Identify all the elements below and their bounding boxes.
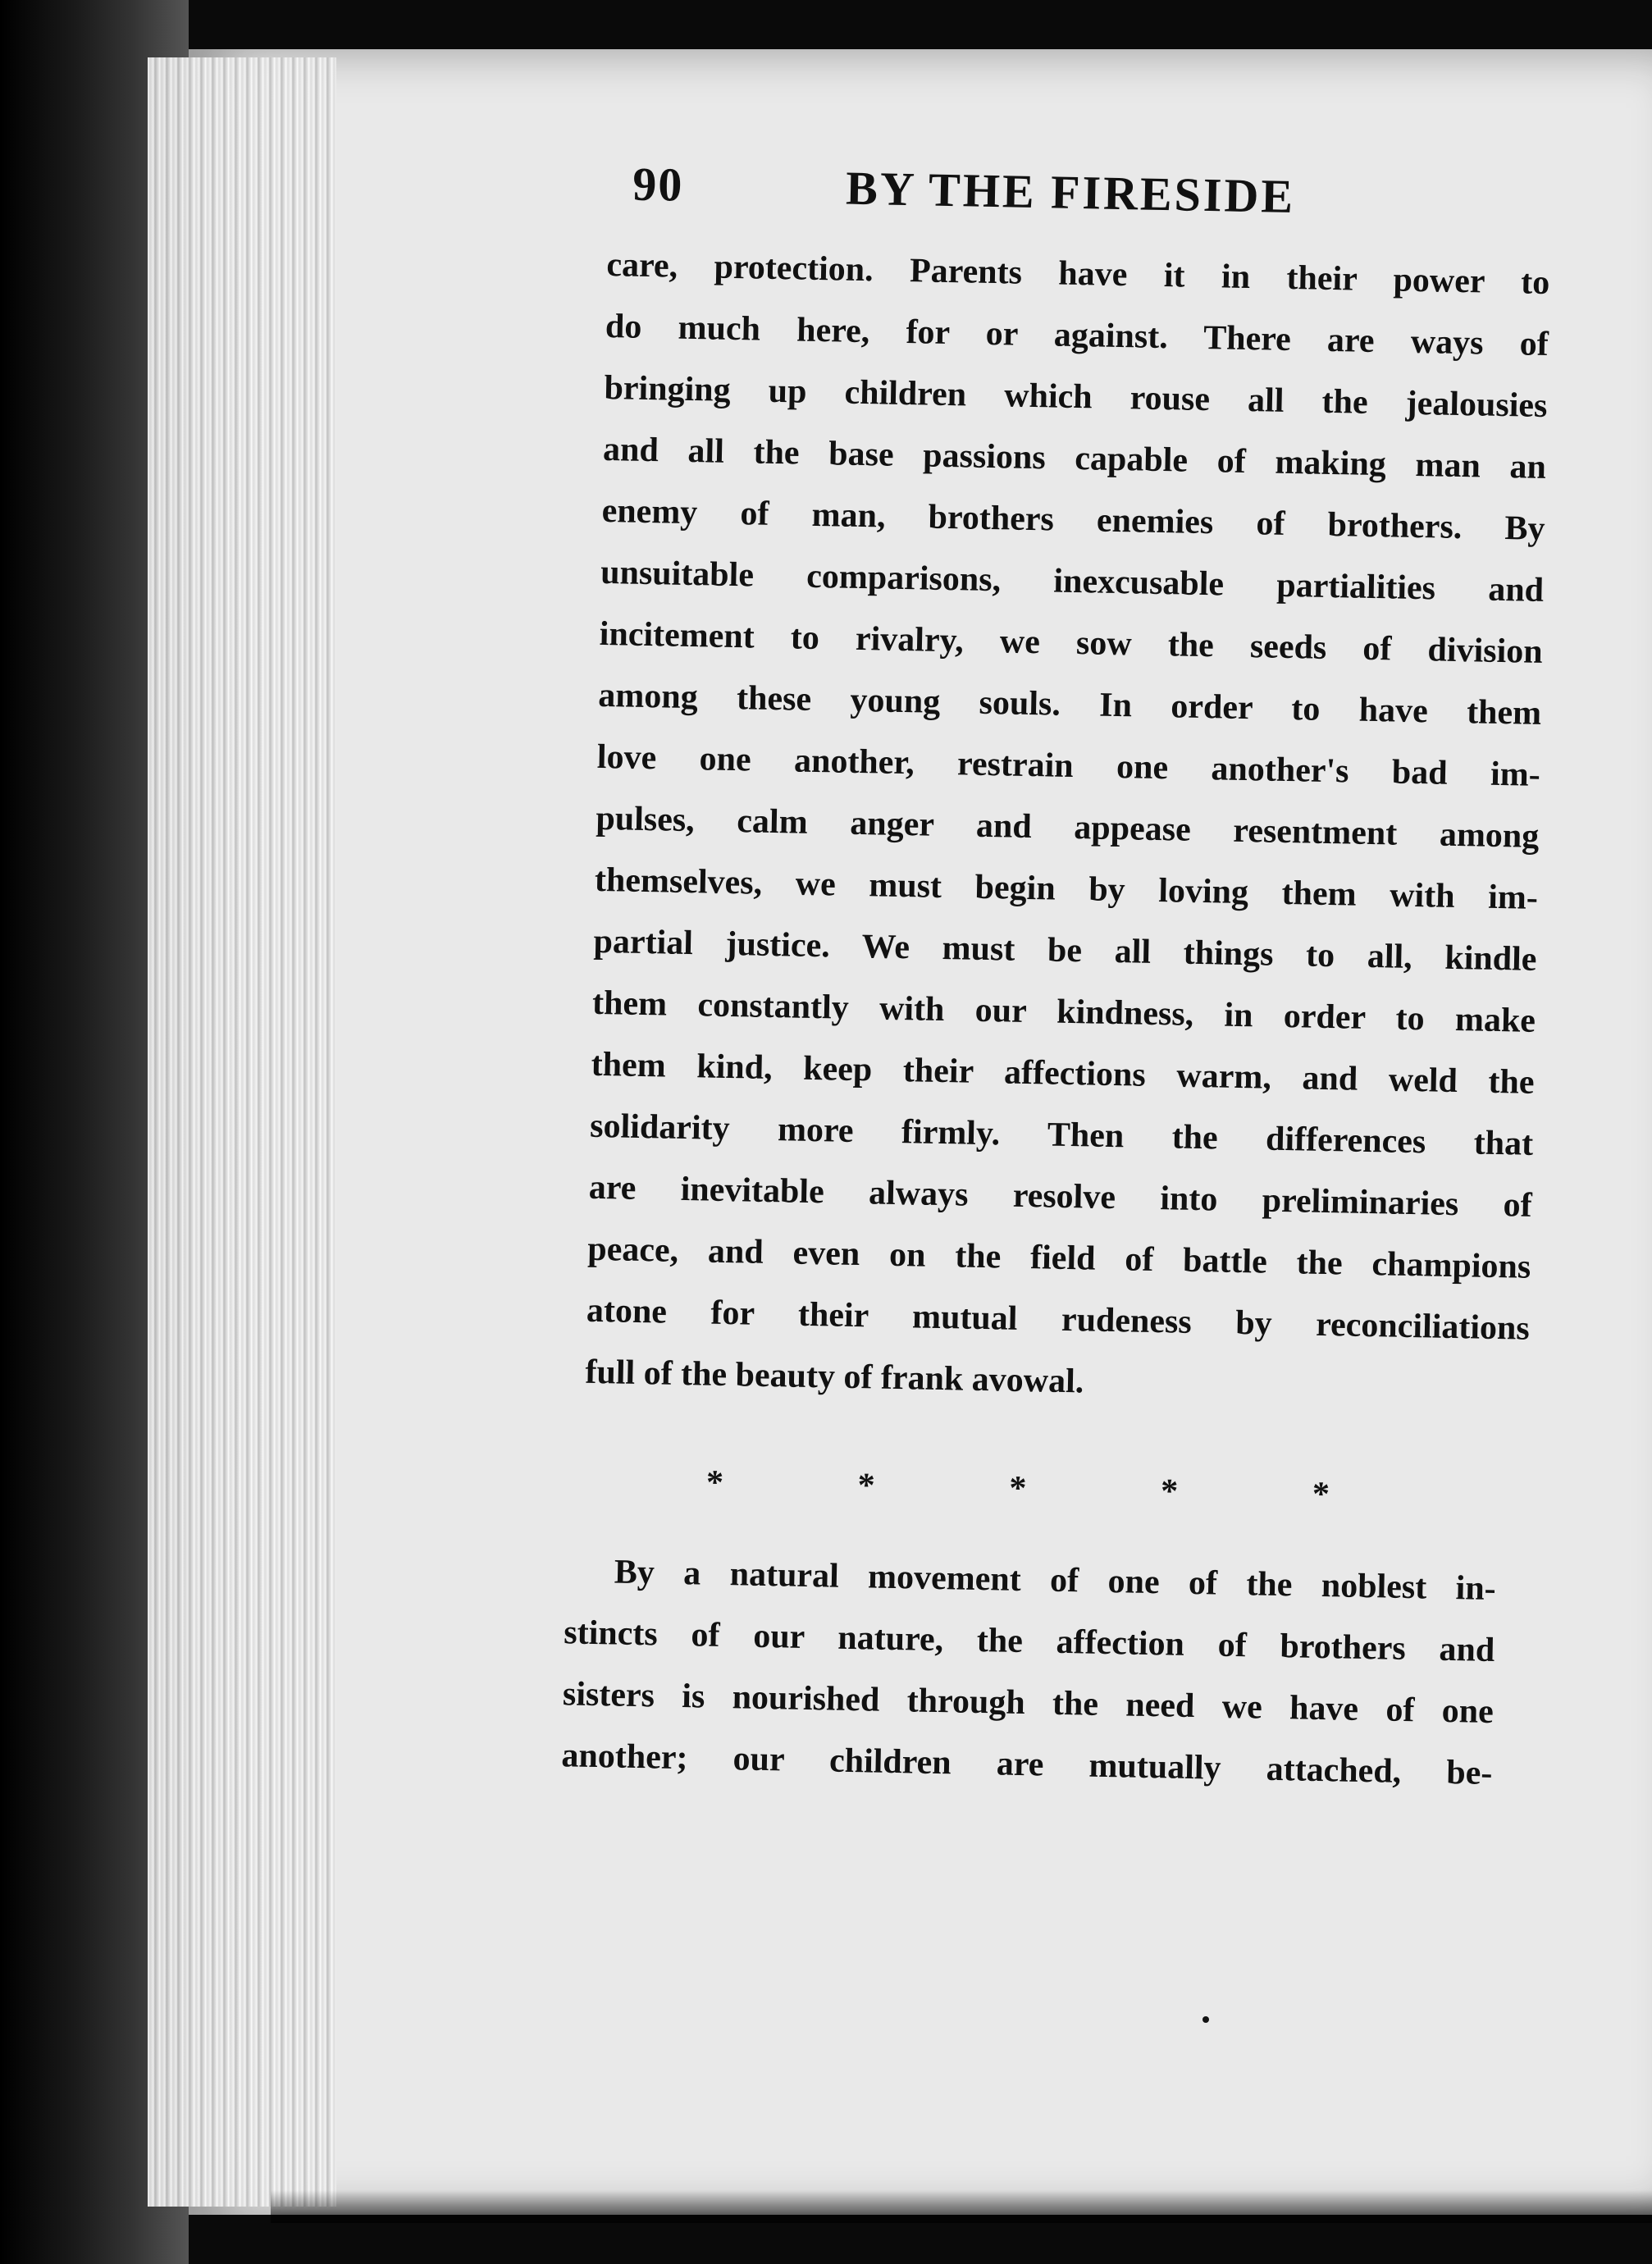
separator-asterisk: * xyxy=(1312,1475,1330,1514)
text-line: them constantly with our kindness, in order to make xyxy=(591,984,1536,1040)
text-line: stincts of our nature, the affection of brothers and xyxy=(563,1614,1495,1670)
text-line: unsuitable comparisons, inexcusable partialities and xyxy=(600,553,1545,609)
paragraph-2 xyxy=(561,1541,1497,1805)
text-line: love one another, restrain one another's bad im- xyxy=(596,737,1541,794)
text-line: By a natural movement of one of the noblest in- xyxy=(614,1553,1497,1609)
page-bottom-shadow xyxy=(271,2190,1652,2223)
separator-asterisk: * xyxy=(705,1463,724,1502)
text-line: them kind, keep their affections warm, and weld the xyxy=(591,1045,1535,1102)
separator-asterisk: * xyxy=(1160,1472,1179,1511)
text-line: peace, and even on the field of battle the champions xyxy=(586,1230,1531,1286)
text-line: are inevitable always resolve into preliminaries of xyxy=(588,1168,1533,1225)
text-line: atone for their mutual rudeness by reconciliations xyxy=(586,1291,1531,1348)
separator-asterisk: * xyxy=(1008,1469,1027,1509)
text-line: care, protection. Parents have it in their power to xyxy=(606,245,1550,303)
text-line: incitement to rivalry, we sow the seeds of division xyxy=(599,614,1544,671)
ink-speck xyxy=(1202,2016,1209,2023)
text-line: partial justice. We must be all things to all, kindle xyxy=(593,922,1537,979)
text-line: do much here, for or against. There are ways of xyxy=(605,307,1549,364)
section-separator xyxy=(706,1463,1330,1515)
text-line: enemy of man, brothers enemies of brothers. By xyxy=(601,491,1545,548)
paragraph-1 xyxy=(585,235,1550,1422)
text-line: and all the base passions capable of making man an xyxy=(602,430,1547,487)
page-edges xyxy=(148,57,336,2207)
text-line: themselves, we must begin by loving them with im- xyxy=(594,860,1539,917)
text-line: full of the beauty of frank avowal. xyxy=(585,1353,1084,1401)
page-content xyxy=(561,156,1552,1805)
separator-asterisk: * xyxy=(857,1467,876,1505)
page-number: 90 xyxy=(632,157,684,212)
text-line: solidarity more firmly. Then the differences that xyxy=(589,1107,1534,1163)
text-line: sisters is nourished through the need we have of one xyxy=(562,1675,1495,1732)
running-title: BY THE FIRESIDE xyxy=(845,161,1296,224)
text-line: among these young souls. In order to have them xyxy=(597,676,1542,733)
text-line: another; our children are mutually attached, be- xyxy=(561,1737,1493,1793)
text-line: bringing up children which rouse all the jealousies xyxy=(604,368,1548,426)
text-line: pulses, calm anger and appease resentment among xyxy=(596,799,1540,856)
